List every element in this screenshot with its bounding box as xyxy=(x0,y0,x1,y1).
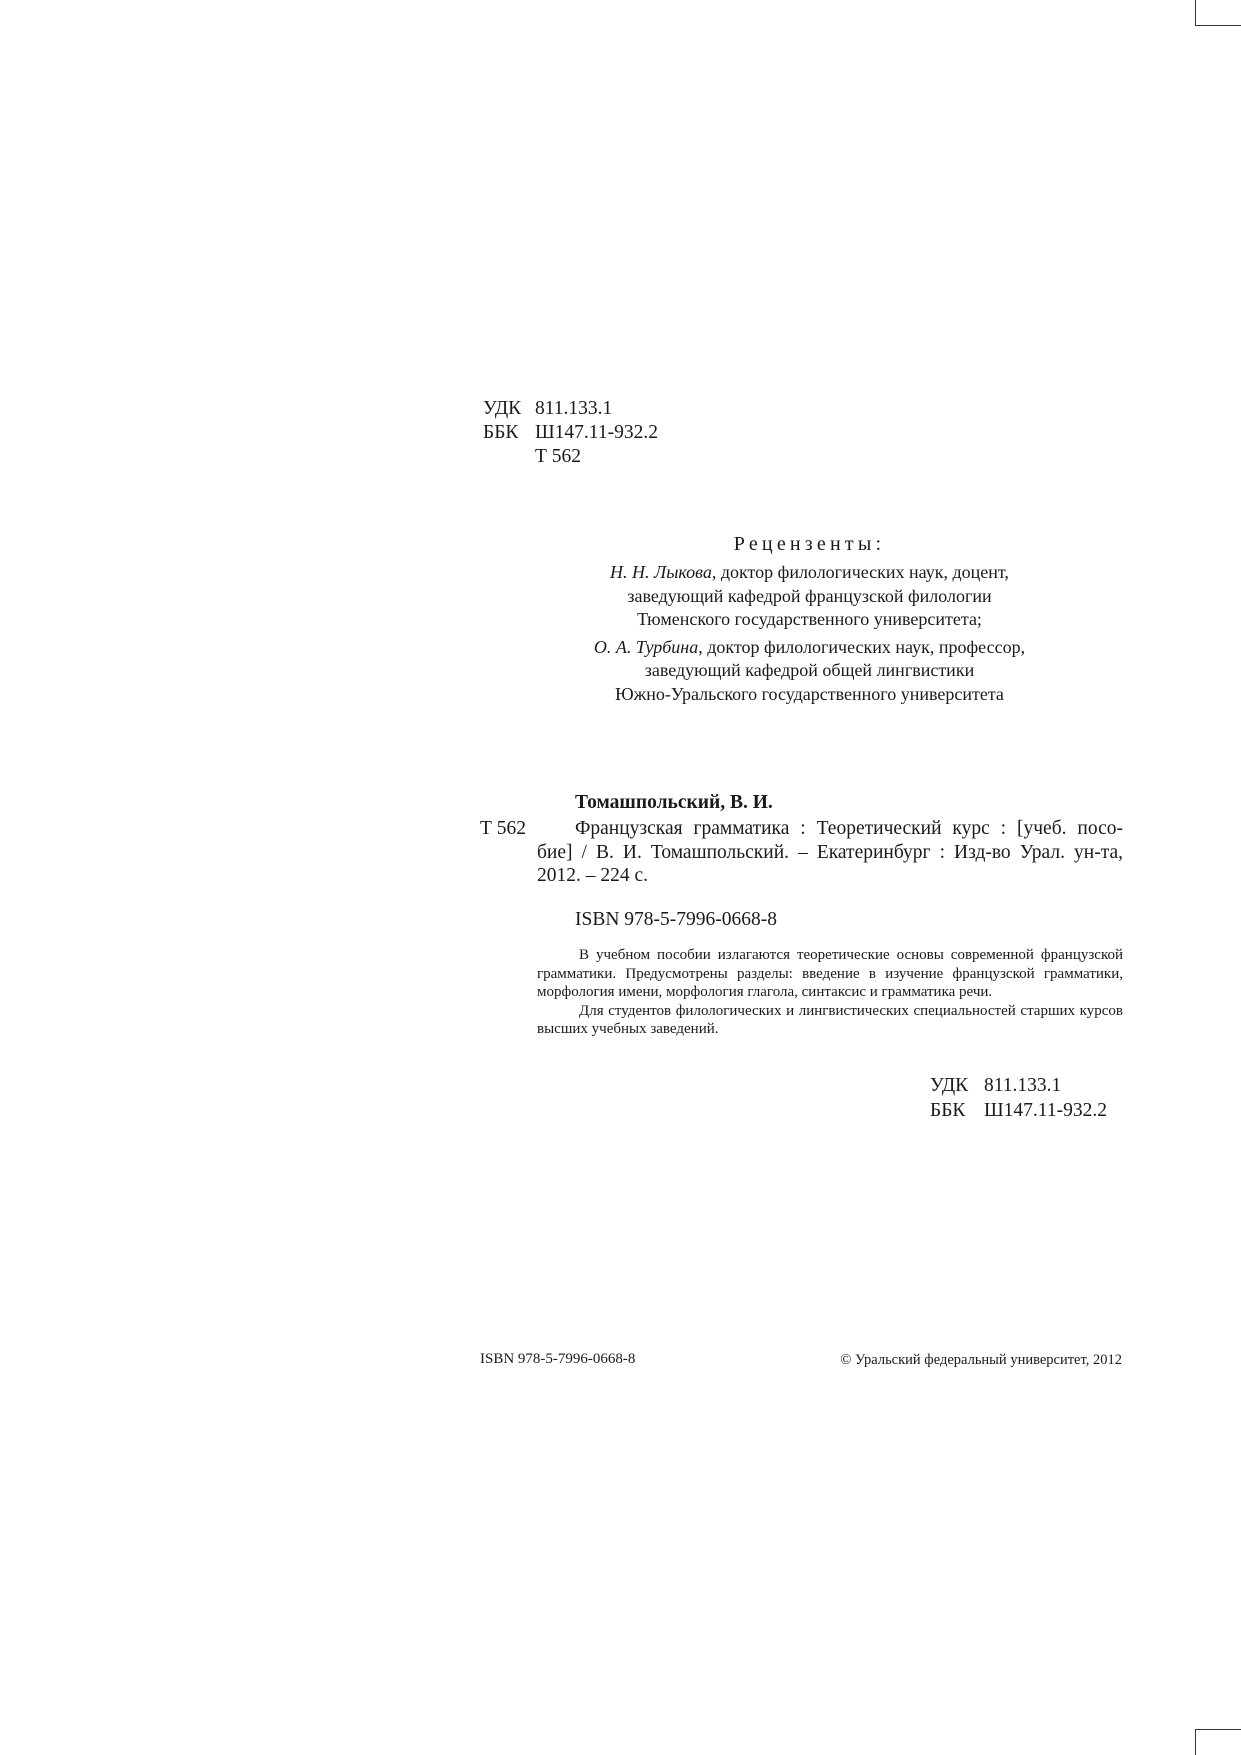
annotation xyxy=(537,946,1123,1039)
crop-mark-bottom-horizontal xyxy=(1195,1729,1241,1730)
reviewer-1-line-2: заведующий кафедрой французской филологии xyxy=(627,585,992,606)
crop-mark-bottom-vertical xyxy=(1195,1729,1196,1755)
top-author-mark-text: Т 562 xyxy=(535,446,582,467)
reviewer-1-line-1 xyxy=(503,561,1116,585)
top-udk-label: УДК xyxy=(483,398,522,419)
annotation-paragraph-2: Для студентов филологических и лингвистических специальностей старших курсов высших учебных заведений. xyxy=(537,1002,1123,1037)
footer-copyright: © Уральский федеральный университет, 2012 xyxy=(840,1352,1122,1368)
reviewer-2 xyxy=(503,636,1116,707)
bottom-udk-row xyxy=(930,1074,1061,1097)
crop-mark-top-horizontal xyxy=(1195,25,1241,26)
entry-isbn: ISBN 978-5-7996-0668-8 xyxy=(575,909,778,930)
bottom-bbk-row xyxy=(930,1099,1107,1122)
reviewer-1-line-3: Тюменского государственного университета; xyxy=(637,609,982,629)
top-author-mark xyxy=(535,445,581,468)
reviewer-1-name: Н. Н. Лыкова xyxy=(610,562,712,582)
reviewer-2-name: О. А. Турбина xyxy=(593,636,699,657)
reviewer-2-line-3: Южно-Уральского государственного университета xyxy=(615,683,1004,704)
footer-isbn: ISBN 978-5-7996-0668-8 xyxy=(480,1351,636,1367)
reviewers-title: Рецензенты: xyxy=(733,533,886,555)
entry-author-mark: Т 562 xyxy=(480,818,527,839)
top-bbk-value: Ш147.11-932.2 xyxy=(535,422,658,443)
author-heading: Томашпольский, В. И. xyxy=(575,792,773,813)
top-bbk-row xyxy=(483,421,658,444)
entry-description-line-2: бие] / В. И. Томашпольский. – Екатеринбург : Изд-во Урал. ун-та, xyxy=(537,841,1123,863)
top-bbk-label: ББК xyxy=(483,422,519,443)
bottom-udk-label: УДК xyxy=(930,1075,969,1096)
reviewer-1-degree: , доктор филологических наук, доцент, xyxy=(711,562,1009,582)
entry-description-line-1: Французская грамматика : Теоретический курс : [учеб. посо- xyxy=(575,818,1123,839)
top-udk-row xyxy=(483,397,612,420)
reviewer-2-degree: , доктор филологических наук, профессор, xyxy=(698,636,1026,657)
bottom-bbk-label: ББК xyxy=(930,1100,966,1121)
top-udk-value: 811.133.1 xyxy=(535,398,613,419)
crop-mark-top-vertical xyxy=(1195,0,1196,25)
bottom-udk-value: 811.133.1 xyxy=(984,1075,1062,1096)
reviewers-section xyxy=(503,531,1116,706)
reviewer-2-line-2: заведующий кафедрой общей лингвистики xyxy=(644,660,975,680)
reviewer-1 xyxy=(503,561,1116,632)
bottom-bbk-value: Ш147.11-932.2 xyxy=(984,1100,1107,1121)
reviewer-2-line-1 xyxy=(503,636,1116,660)
entry-description xyxy=(537,817,1123,888)
annotation-paragraph-1: В учебном пособии излагаются теоретические основы современной французской грамматики. Предусмотрены разделы: введение в изучение французской грамматики, морфология имени, морфология глагола, синтаксис и грамматика речи. xyxy=(537,947,1123,1000)
entry-description-line-3: 2012. – 224 с. xyxy=(537,865,649,886)
